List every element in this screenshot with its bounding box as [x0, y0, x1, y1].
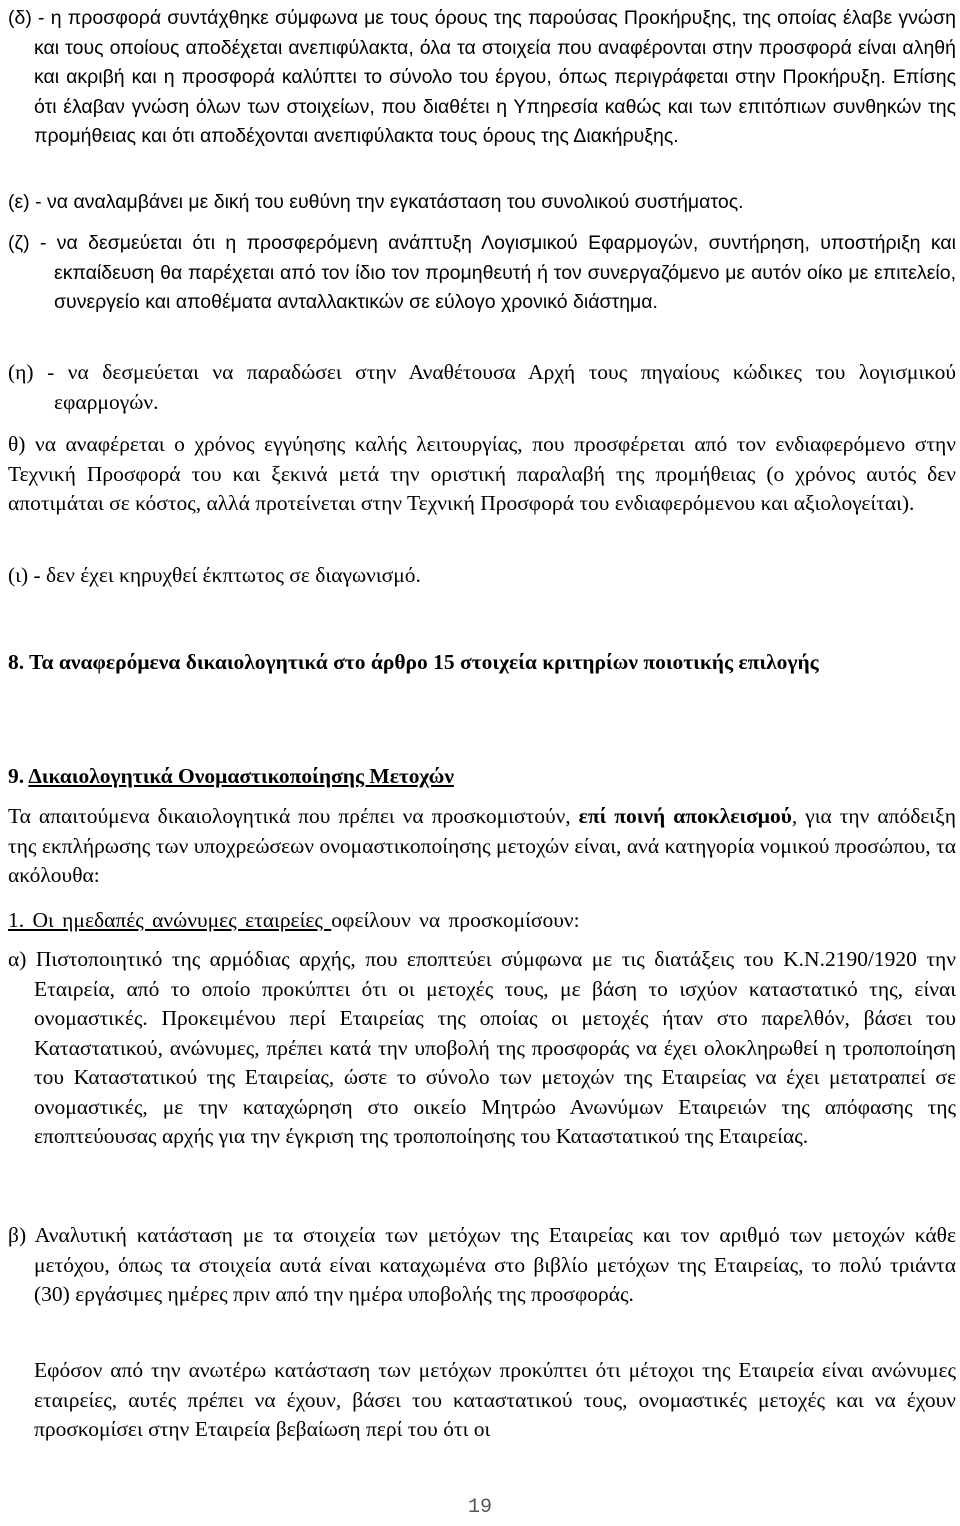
intro-end: , για την απόδειξη της εκπλήρωσης των υποχρεώσεων ονομαστικοποίησης μετοχών είναι, ανά κατηγορία νομικού προσώπου, τα ακόλουθα:	[8, 804, 957, 887]
intro-start: Τα απαιτούμενα δικαιολογητικά που πρέπει να προσκομιστούν,	[8, 804, 579, 828]
item-b: β) Αναλυτική κατάσταση με τα στοιχεία των μετόχων της Εταιρείας και τον αριθμό των μετοχών κάθε μετόχου, όπως τα στοιχεία αυτά είναι καταχωμένα στο βιβλίο μετόχων της Εταιρείας, το πολύ τριάντα (30) εργάσιμες ημέρες πριν από την ημέρα υποβολής της προσφοράς.	[8, 1223, 956, 1306]
subsection-1-rest: οφείλουν να προσκομίσουν:	[331, 908, 580, 932]
subsection-1-title: 1. Οι ημεδαπές ανώνυμες εταιρείες	[8, 908, 332, 932]
section-8-heading: 8. Τα αναφερόμενα δικαιολογητικά στο άρθρο 15 στοιχεία κριτηρίων ποιοτικής επιλογής	[8, 650, 819, 674]
section-9-intro	[8, 802, 956, 891]
clause-d: (δ) - η προσφορά συντάχθηκε σύμφωνα με τους όρους της παρούσας Προκήρυξης, της οποίας έλαβε γνώση και τους οποίους αποδέχεται ανεπιφύλακτα, όλα τα στοιχεία που αναφέρονται στην προσφορά είναι αληθή και ακριβή και η προσφορά καλύπτει το σύνολο του έργου, όπως περιγράφεται στην Προκήρυξη. Επίσης ότι έλαβαν γνώση όλων των στοιχείων, που διαθέτει η Υπηρεσία καθώς και των επιτόπιων συνθηκών της προμήθειας και ότι αποδέχονται ανεπιφύλακτα τους όρους της Διακήρυξης.	[8, 7, 956, 147]
clause-h: (η) - να δεσμεύεται να παραδώσει στην Αναθέτουσα Αρχή τους πηγαίους κώδικες του λογισμικού εφαρμογών.	[8, 360, 956, 414]
intro-bold: επί ποινή αποκλεισμού	[578, 804, 792, 828]
section-9-number: 9.	[8, 764, 25, 788]
clause-z: (ζ) - να δεσμεύεται ότι η προσφερόμενη ανάπτυξη Λογισμικού Εφαρμογών, συντήρηση, υποστήριξη και εκπαίδευση θα παρέχεται από τον ίδιο τον προμηθευτή ή τον συνεργαζόμενο με αυτόν οίκο με επιτελείο, συνεργείο και αποθέματα ανταλλακτικών σε εύλογο χρονικό διάστημα.	[8, 232, 956, 313]
page-number: 19	[467, 1496, 492, 1519]
section-9-title: Δικαιολογητικά Ονομαστικοποίησης Μετοχών	[28, 764, 454, 788]
item-b-continuation: Εφόσον από την ανωτέρω κατάσταση των μετόχων προκύπτει ότι μέτοχοι της Εταιρεία είναι ανώνυμες εταιρείες, αυτές πρέπει να έχουν, βάσει του καταστατικού τους, ονομαστικές μετοχές και να έχουν προσκομίσει στην Εταιρεία βεβαίωση περί του ότι οι	[34, 1358, 956, 1441]
clause-th: θ) να αναφέρεται ο χρόνος εγγύησης καλής λειτουργίας, που προσφέρεται από τον ενδιαφερόμενο στην Τεχνική Προσφορά του και ξεκινά μετά την οριστική παραλαβή της προμήθειας (ο χρόνος αυτός δεν αποτιμάται σε κόστος, αλλά προτείνεται στην Τεχνική Προσφορά του ενδιαφερόμενου και αξιολογείται).	[8, 432, 956, 515]
clause-i: (ι) - δεν έχει κηρυχθεί έκπτωτος σε διαγωνισμό.	[8, 563, 421, 587]
subsection-1	[8, 906, 956, 936]
item-a: α) Πιστοποιητικό της αρμόδιας αρχής, που εποπτεύει σύμφωνα με τις διατάξεις του Κ.Ν.2190/1920 την Εταιρεία, από το οποίο προκύπτει ότι οι μετοχές τους, με βάση το ισχύον καταστατικό της, είναι ονομαστικές. Προκειμένου περί Εταιρείας της οποίας οι μετοχές ήταν στο παρελθόν, βάσει του Καταστατικού, ανώνυμες, πρέπει κατά την υποβολή της προσφοράς να έχει ολοκληρωθεί η τροποποίηση του Καταστατικού της Εταιρείας, ώστε το σύνολο των μετοχών της Εταιρείας να έχει μετατραπεί σε ονομαστικές, με την καταχώρηση στο οικείο Μητρώο Ανωνύμων Εταιρειών της απόφασης της εποπτεύουσας αρχής για την έγκριση της τροποποίησης του Καταστατικού της Εταιρείας.	[8, 947, 956, 1148]
clause-e: (ε) - να αναλαμβάνει με δική του ευθύνη την εγκατάσταση του συνολικού συστήματος.	[8, 191, 744, 213]
section-9-heading	[8, 762, 956, 792]
